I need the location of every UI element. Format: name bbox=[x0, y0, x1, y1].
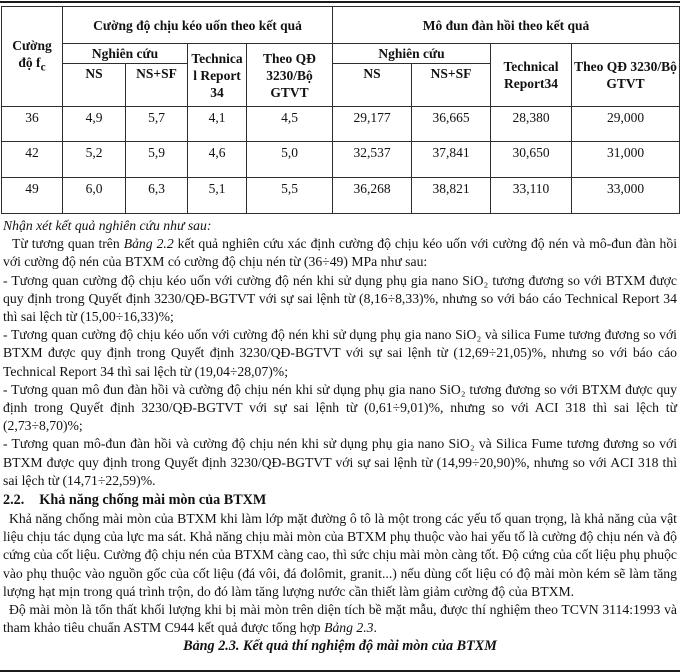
cell-fc: 36 bbox=[2, 107, 63, 142]
cell-mod-ns: 29,177 bbox=[333, 107, 412, 142]
fc-label: Cường độ f bbox=[12, 37, 52, 70]
cell-mod-ns-sf: 37,841 bbox=[412, 142, 491, 178]
section-number: 2.2. bbox=[3, 492, 25, 509]
cell-mod-ns: 36,268 bbox=[333, 178, 412, 214]
cell-mod-ns: 32,537 bbox=[333, 142, 412, 178]
cell-fc: 49 bbox=[2, 178, 63, 214]
paragraph-test-method bbox=[3, 601, 677, 637]
table-2-3-caption: Bảng 2.3. Kết quả thí nghiệm độ mài mòn của BTXM bbox=[183, 638, 497, 655]
cell-mod-tr: 28,380 bbox=[491, 107, 572, 142]
cell-mod-qd: 31,000 bbox=[572, 142, 680, 178]
cell-flex-qd: 4,5 bbox=[247, 107, 333, 142]
section-heading bbox=[3, 490, 677, 510]
cell-flex-tr: 5,1 bbox=[188, 178, 247, 214]
cell-flex-qd: 5,0 bbox=[247, 142, 333, 178]
cell-flex-ns-sf: 6,3 bbox=[126, 178, 188, 214]
section-title: Khả năng chống mài mòn của BTXM bbox=[39, 492, 267, 509]
cell-flex-ns: 6,0 bbox=[63, 178, 126, 214]
header-technical-report-flex: Technical Report34 bbox=[188, 44, 247, 107]
header-ns-flex: NS bbox=[63, 64, 126, 107]
cell-flex-ns-sf: 5,7 bbox=[126, 107, 188, 142]
cell-mod-ns-sf: 38,821 bbox=[412, 178, 491, 214]
cell-flex-tr: 4,6 bbox=[188, 142, 247, 178]
paragraph-abrasion: Khả năng chống mài mòn của BTXM khi làm lớp mặt đường ô tô là một trong các yếu tố quan trọng, là khả năng của vật liệu chịu tác dụng của lực ma sát. Khả năng chịu mài mòn của BTXM phụ thuộc vào hai yếu tố là cường độ chịu nén và độ cứng của cốt liệu. Cường độ chịu nén của BTXM càng cao, thì sức chịu mài mòn càng tốt. Độ cứng của cốt liệu phụ phuộc vào phụ thuộc vào nguồn gốc của cốt liệu (đá vôi, đá đolômit, granit...) nếu dùng cốt liệu có độ mài mòn kém sẽ làm tăng lượng hạt mịn trong quá trình trộn, do đó làm tăng lượng nước cần thiết làm giảm cường độ của BTXM. bbox=[3, 511, 677, 599]
cell-flex-qd: 5,5 bbox=[247, 178, 333, 214]
header-ns-sf-flex: NS+SF bbox=[126, 64, 188, 107]
cell-mod-qd: 29,000 bbox=[572, 107, 680, 142]
table-row bbox=[2, 107, 680, 142]
header-technical-report-mod: Technical Report34 bbox=[491, 44, 572, 107]
table-reference: Bảng 2.2 bbox=[123, 236, 174, 252]
cell-mod-qd: 33,000 bbox=[572, 178, 680, 214]
header-research-flex: Nghiên cứu bbox=[63, 44, 188, 64]
table-row bbox=[2, 178, 680, 214]
cell-mod-ns-sf: 36,665 bbox=[412, 107, 491, 142]
bullet-modulus-ns-sf: - Tương quan mô-đun đàn hồi và cường độ chịu nén khi sử dụng phụ gia nano SiO₂ và Silica Fume tương đương so với BTXM được quy định trong Quyết định 3230/QĐ-BGTVT với sự sai lệnh từ (14,99÷20,90)%, nhưng so với ACI 318 thì sai lệch từ (14,71÷22,59)%. bbox=[3, 436, 677, 488]
header-ns-sf-mod: NS+SF bbox=[412, 64, 491, 107]
table-continuation-line bbox=[0, 1, 680, 3]
paragraph-summary bbox=[3, 235, 677, 271]
header-decision-mod: Theo QĐ 3230/Bộ GTVT bbox=[572, 44, 680, 107]
paragraph-text: . bbox=[373, 620, 377, 636]
table-2-2 bbox=[1, 6, 680, 214]
bullet-flexural-ns-sf: - Tương quan cường độ chịu kéo uốn với cường độ nén khi sử dụng phụ gia nano SiO₂ và silica Fume tương đương so với BTXM được quy định trong Quyết định 3230/QĐ-BGTVT với sự sai lệnh từ (12,69÷21,05)%, nhưng so với báo cáo Technical Report 34 thì sai lệch từ (19,04÷28,07)%; bbox=[3, 327, 677, 379]
paragraph-text: Từ tương quan trên bbox=[12, 236, 124, 252]
table-reference: Bảng 2.3 bbox=[324, 620, 374, 636]
header-decision-flex: Theo QĐ 3230/Bộ GTVT bbox=[247, 44, 333, 107]
cell-mod-tr: 33,110 bbox=[491, 178, 572, 214]
cell-fc: 42 bbox=[2, 142, 63, 178]
cell-flex-ns: 4,9 bbox=[63, 107, 126, 142]
note-line: Nhận xét kết quả nghiên cứu như sau: bbox=[3, 218, 212, 233]
cell-flex-ns: 5,2 bbox=[63, 142, 126, 178]
cell-flex-ns-sf: 5,9 bbox=[126, 142, 188, 178]
header-flexural-group: Cường độ chịu kéo uốn theo kết quả bbox=[63, 7, 333, 44]
header-modulus-group: Mô đun đàn hồi theo kết quả bbox=[333, 7, 680, 44]
table-row bbox=[2, 142, 680, 178]
bullet-modulus-ns: - Tương quan mô đun đàn hồi và cường độ chịu nén khi sử dụng phụ gia nano SiO₂ tương đương so với BTXM được quy định trong Quyết định 3230/QĐ-BGTVT với sự sai lệnh từ (0,61÷9,01)%, nhưng so với ACI 318 thì sai lệch từ (2,73÷8,70)%; bbox=[3, 381, 677, 434]
bullet-flexural-ns: - Tương quan cường độ chịu kéo uốn với cường độ nén khi sử dụng phụ gia nano SiO₂ tương đương so với BTXM được quy định trong Quyết định 3230/QĐ-BGTVT với sự sai lệnh từ (8,16÷8,33)%, nhưng so với báo cáo Technical Report 34 thì sai lệch từ (15,00÷16,33)%; bbox=[3, 272, 677, 325]
body-text bbox=[0, 214, 680, 656]
paragraph-text: Độ mài mòn là tổn thất khối lượng khi bị mài mòn trên diện tích bề mặt mẫu, được thí nghiệm theo TCVN 3114:1993 và tham khảo tiêu chuẩn ASTM C944 kết quả được tổng hợp bbox=[3, 602, 677, 636]
cell-flex-tr: 4,1 bbox=[188, 107, 247, 142]
fc-subscript: c bbox=[40, 61, 46, 74]
header-ns-mod: NS bbox=[333, 64, 412, 107]
header-research-mod: Nghiên cứu bbox=[333, 44, 491, 64]
header-strength-fc bbox=[2, 7, 63, 107]
cell-mod-tr: 30,650 bbox=[491, 142, 572, 178]
paragraph-text: kết quả nghiên cứu xác định cường độ chịu kéo uốn với cường độ nén và mô-đun đàn hồi với cường độ nén của BTXM có cường độ chịu nén từ (36÷49) MPa như sau: bbox=[3, 236, 678, 270]
